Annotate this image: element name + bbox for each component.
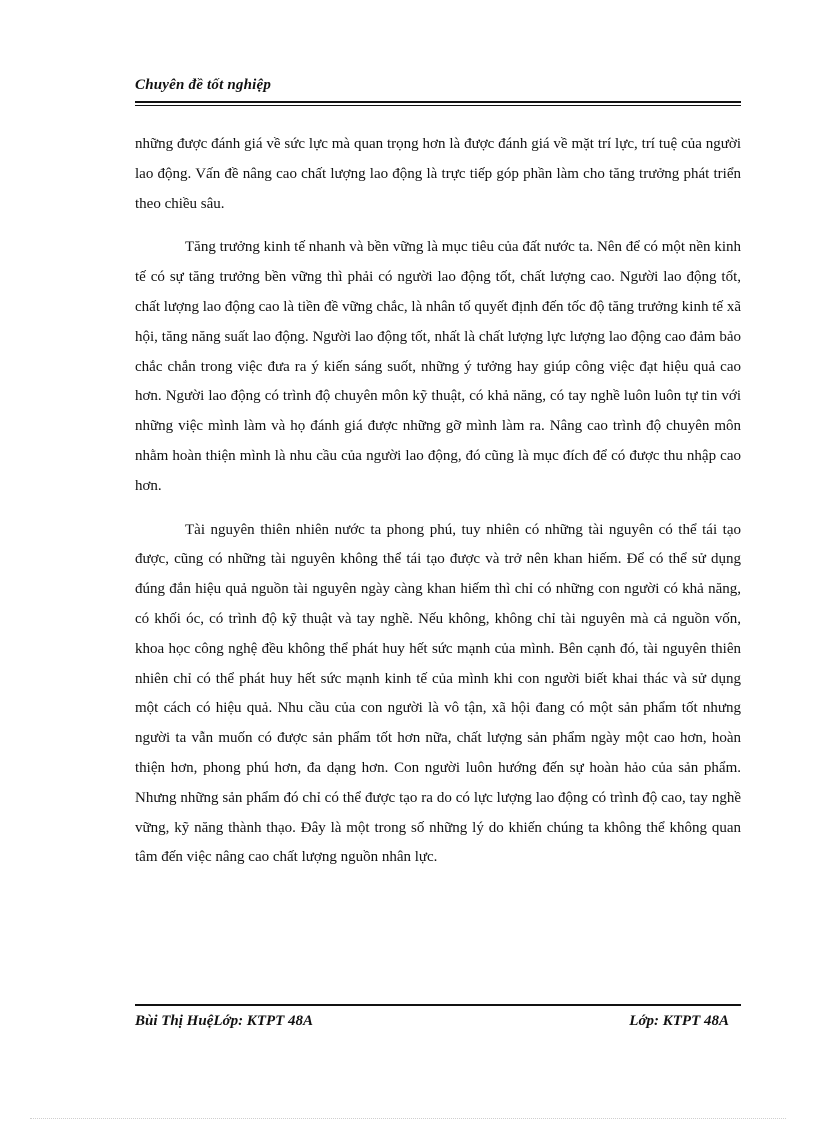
header-rule (135, 101, 741, 103)
page-header (135, 75, 741, 106)
page-footer (135, 1004, 741, 1031)
footer-author-class: Bùi Thị HuệLớp: KTPT 48A (135, 1013, 314, 1029)
header-title: Chuyên đề tốt nghiệp (135, 77, 272, 93)
page-bottom-edge (30, 1118, 786, 1119)
paragraph-2: Tăng trưởng kinh tế nhanh và bền vững là mục tiêu của đất nước ta. Nên để có một nền kinh tế có sự tăng trưởng bền vững thì phải có người lao động tốt, chất lượng cao. Người lao động tốt, chất lượng lao động cao là tiền đề vững chắc, là nhân tố quyết định đến tốc độ tăng trưởng kinh tế xã hội, tăng năng suất lao động. Người lao động tốt, nhất là chất lượng lực lượng lao động cao đảm bảo chắc chắn trong việc đưa ra ý kiến sáng suốt, những ý tưởng hay giúp công việc đạt hiệu quả cao hơn. Người lao động có trình độ chuyên môn kỹ thuật, có khả năng, có tay nghề luôn luôn tự tin với những việc mình làm và họ đánh giá được những gỡ mình làm ra. Nâng cao trình độ chuyên môn nhằm hoàn thiện mình là nhu cầu của người lao động, đó cũng là mục đích để có được thu nhập cao hơn. (135, 239, 741, 494)
paragraph-1: những được đánh giá về sức lực mà quan trọng hơn là được đánh giá về mặt trí lực, trí tuệ của người lao động. Vấn đề nâng cao chất lượng lao động là trực tiếp góp phần làm cho tăng trưởng phát triển theo chiều sâu. (135, 136, 741, 212)
header-rule-thin (135, 105, 741, 106)
footer-rule (135, 1004, 741, 1006)
footer-class: Lớp: KTPT 48A (629, 1013, 729, 1029)
footer-row (135, 1011, 741, 1031)
paragraph-3: Tài nguyên thiên nhiên nước ta phong phú, tuy nhiên có những tài nguyên có thể tái tạo được, cũng có những tài nguyên không thể tái tạo được và trở nên khan hiếm. Để có thể sử dụng đúng đắn hiệu quả nguồn tài nguyên ngày càng khan hiếm thì chỉ có những con người có khả năng, có khối óc, có trình độ kỹ thuật và tay nghề. Nếu không, không chỉ tài nguyên mà cả nguồn vốn, khoa học công nghệ đều không thể phát huy hết sức mạnh của mình. Bên cạnh đó, tài nguyên thiên nhiên chỉ có thể phát huy hết sức mạnh kinh tế của mình khi con người biết khai thác và sử dụng một cách có hiệu quả. Nhu cầu của con người là vô tận, xã hội đang có một sản phẩm tốt nhưng người ta vẫn muốn có được sản phẩm tốt hơn nữa, chất lượng sản phẩm ngày một cao hơn, hoàn thiện hơn, phong phú hơn, đa dạng hơn. Con người luôn hướng đến sự hoàn hảo của sản phẩm. Nhưng những sản phẩm đó chỉ có thể được tạo ra do có lực lượng lao động có trình độ cao, tay nghề vững, kỹ năng thành thạo. Đây là một trong số những lý do khiến chúng ta không thể không quan tâm đến việc nâng cao chất lượng nguồn nhân lực. (135, 521, 741, 866)
document-body (135, 130, 741, 887)
